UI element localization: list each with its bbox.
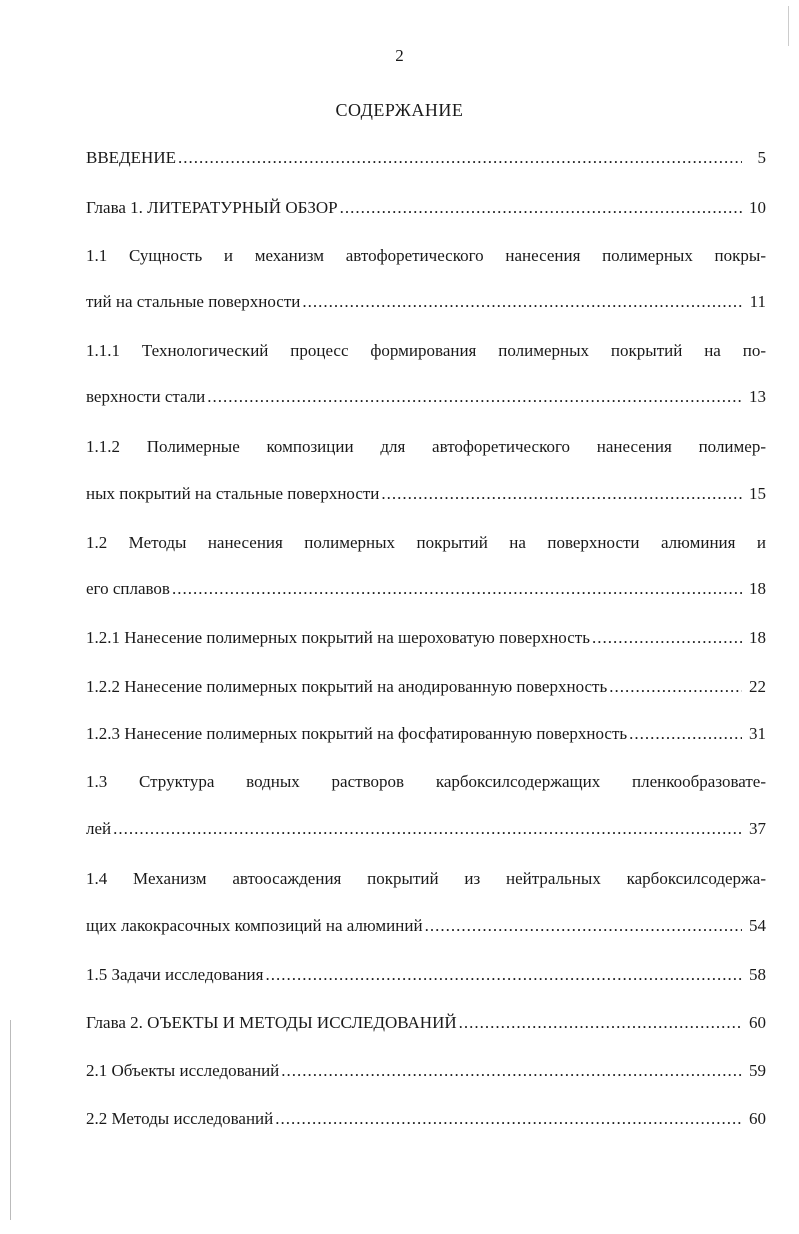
toc-leader-dots (275, 1109, 742, 1129)
toc-entry-1-1-1[interactable] (86, 341, 766, 407)
toc-page-number: 15 (749, 484, 766, 503)
toc-entry-2-2[interactable] (86, 1109, 766, 1129)
toc-entry-text: его сплавов (86, 579, 170, 598)
toc-entry-line1: 1.1 Сущность и механизм автофоретического нанесения полимерных покры- (86, 246, 766, 265)
toc-entry-text: 2.2 Методы исследований (86, 1109, 274, 1128)
toc-leader-dots (172, 579, 742, 599)
toc-entry-text: Глава 2. ОЪЕКТЫ И МЕТОДЫ ИССЛЕДОВАНИЙ (86, 1013, 457, 1032)
toc-entry-text: ВВЕДЕНИЕ (86, 148, 176, 167)
toc-title: СОДЕРЖАНИЕ (335, 100, 464, 120)
toc-page-number: 18 (749, 579, 766, 598)
toc-entry-1-3[interactable] (86, 772, 766, 839)
toc-entry-1-1-2[interactable] (86, 437, 766, 504)
toc-entry-text: 1.2.3 Нанесение полимерных покрытий на фосфатированную поверхность (86, 724, 628, 743)
toc-entry-introduction[interactable] (86, 148, 766, 168)
toc-leader-dots (592, 628, 742, 648)
toc-leader-dots (178, 148, 742, 168)
toc-leader-dots (340, 198, 742, 218)
toc-entry-1-1[interactable] (86, 246, 766, 312)
toc-entry-text: верхности стали (86, 387, 206, 406)
toc-entry-2-1[interactable] (86, 1061, 766, 1081)
toc-entry-text: 1.2.2 Нанесение полимерных покрытий на анодированную поверхность (86, 677, 608, 696)
toc-entry-text: тий на стальные поверхности (86, 292, 301, 311)
toc-leader-dots (381, 484, 742, 504)
toc-leader-dots (113, 819, 742, 839)
toc-entry-line1: 1.1.2 Полимерные композиции для автофоретического нанесения полимер- (86, 437, 766, 456)
toc-leader-dots (265, 965, 742, 985)
toc-page-number: 22 (749, 677, 766, 696)
toc-page-number: 54 (749, 916, 766, 935)
toc-page-number: 10 (749, 198, 766, 217)
toc-entry-text: Глава 1. ЛИТЕРАТУРНЫЙ ОБЗОР (86, 198, 338, 217)
toc-entry-1-5[interactable] (86, 965, 766, 985)
toc-entry-line1: 1.4 Механизм автоосаждения покрытий из нейтральных карбоксилсодержа- (86, 869, 766, 888)
toc-entry-1-2-2[interactable] (86, 677, 766, 697)
toc-entry-1-2-1[interactable] (86, 628, 766, 648)
toc-entry-text: 2.1 Объекты исследований (86, 1061, 280, 1080)
toc-entry-line1: 1.3 Структура водных растворов карбоксилсодержащих пленкообразовате- (86, 772, 766, 791)
toc-entry-chapter-1[interactable] (86, 198, 766, 218)
toc-entry-text: ных покрытий на стальные поверхности (86, 484, 380, 503)
toc-entry-1-2[interactable] (86, 533, 766, 599)
toc-leader-dots (459, 1013, 742, 1033)
toc-page-number: 59 (749, 1061, 766, 1080)
toc-page-number: 37 (749, 819, 766, 838)
toc-page-number: 11 (749, 292, 766, 311)
toc-entry-1-2-3[interactable] (86, 724, 766, 744)
toc-entry-line1: 1.2 Методы нанесения полимерных покрытий на поверхности алюминия и (86, 533, 766, 552)
scan-artifact (10, 1020, 11, 1220)
toc-entry-chapter-2[interactable] (86, 1013, 766, 1033)
toc-entry-text: 1.2.1 Нанесение полимерных покрытий на шероховатую поверхность (86, 628, 590, 647)
page-number: 2 (395, 46, 404, 65)
toc-page-number: 18 (749, 628, 766, 647)
toc-page-number: 58 (749, 965, 766, 984)
toc-leader-dots (302, 292, 742, 312)
toc-entry-line1: 1.1.1 Технологический процесс формирования полимерных покрытий на по- (86, 341, 766, 360)
toc-entry-text: 1.5 Задачи исследования (86, 965, 264, 984)
toc-entry-1-4[interactable] (86, 869, 766, 936)
toc-page-number: 31 (749, 724, 766, 743)
toc-leader-dots (609, 677, 742, 697)
scan-artifact (788, 6, 789, 46)
toc-page-number: 60 (749, 1013, 766, 1032)
toc-entry-text: щих лакокрасочных композиций на алюминий (86, 916, 423, 935)
toc-page-number: 5 (757, 148, 766, 167)
toc-entry-text: лей (86, 819, 112, 838)
toc-page-number: 60 (749, 1109, 766, 1128)
toc-page-number: 13 (749, 387, 766, 406)
toc-leader-dots (629, 724, 742, 744)
toc-leader-dots (207, 387, 742, 407)
toc-leader-dots (425, 916, 742, 936)
toc-leader-dots (281, 1061, 742, 1081)
